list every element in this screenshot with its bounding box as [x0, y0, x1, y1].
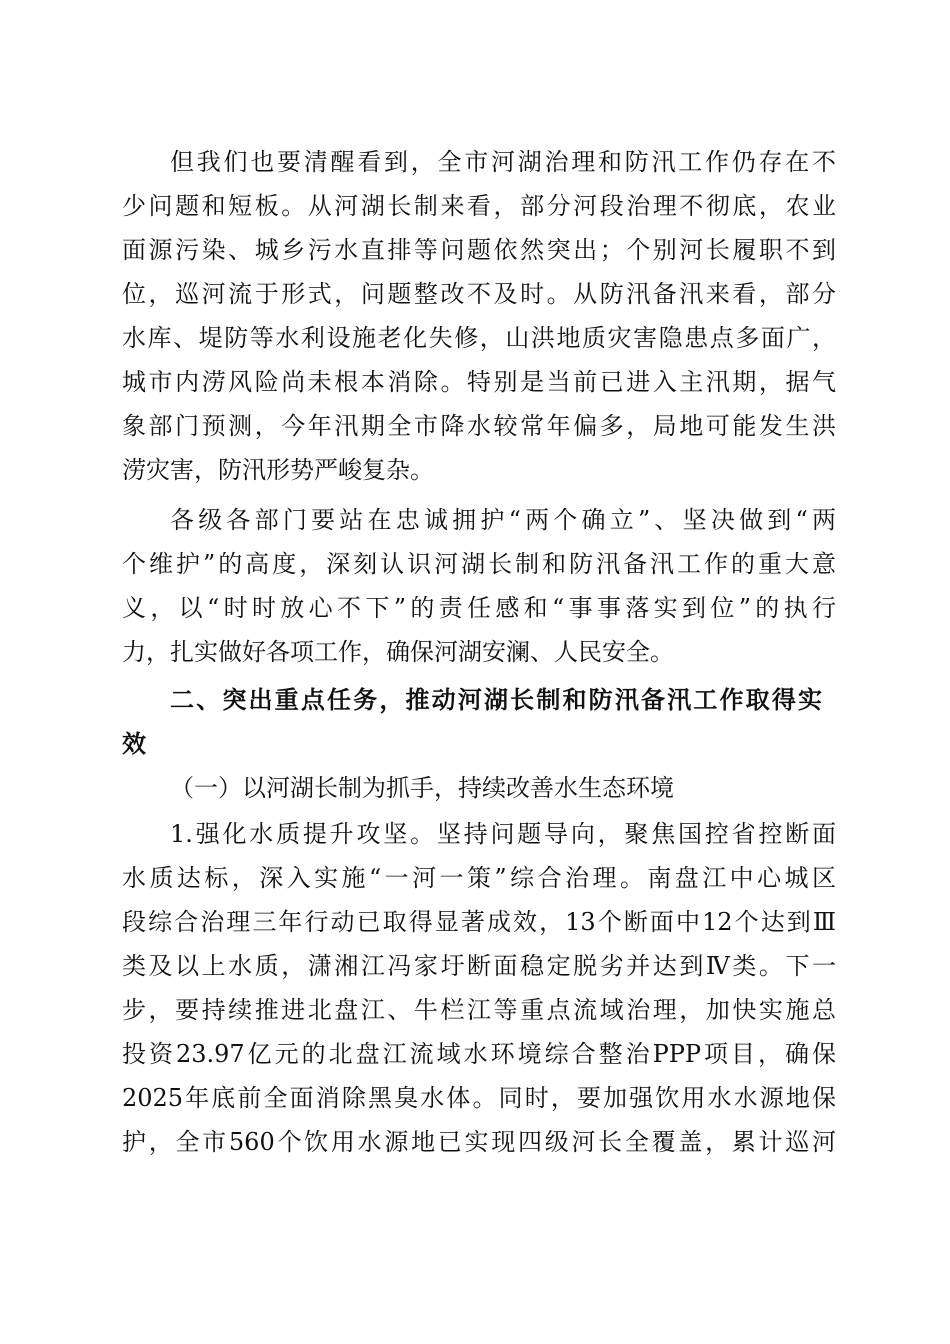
subsection-heading [122, 766, 836, 810]
paragraph-water-quality [122, 812, 836, 1164]
text-line: 义，以“时时放心不下”的责任感和“事事落实到位”的执行 [122, 594, 836, 622]
paragraph-awareness [122, 498, 836, 674]
text-line: 城市内涝风险尚未根本消除。特别是当前已进入主汛期，据气 [122, 368, 836, 396]
text-line: 个维护”的高度，深刻认识河湖长制和防汛备汛工作的重大意 [122, 550, 836, 578]
text-line: 象部门预测，今年汛期全市降水较常年偏多，局地可能发生洪 [122, 412, 836, 440]
text-line: 1.强化水质提升攻坚。坚持问题导向，聚焦国控省控断面 [170, 820, 836, 848]
text-line: 但我们也要清醒看到，全市河湖治理和防汛工作仍存在不 [170, 148, 836, 176]
text-line: 面源污染、城乡污水直排等问题依然突出；个别河长履职不到 [122, 236, 836, 264]
text-line: 涝灾害，防汛形势严峻复杂。 [122, 456, 434, 484]
text-line: 段综合治理三年行动已取得显著成效，13个断面中12个达到Ⅲ [122, 908, 836, 936]
text-line: 类及以上水质，潇湘江冯家圩断面稳定脱劣并达到Ⅳ类。下一 [122, 952, 836, 980]
heading-line: 二、突出重点任务，推动河湖长制和防汛备汛工作取得实 [170, 685, 822, 714]
text-line: 步，要持续推进北盘江、牛栏江等重点流域治理，加快实施总 [122, 996, 836, 1024]
text-line: 水质达标，深入实施“一河一策”综合治理。南盘江中心城区 [122, 864, 836, 892]
text-line: 水库、堤防等水利设施老化失修，山洪地质灾害隐患点多面广， [122, 324, 836, 352]
text-line: 护，全市560个饮用水源地已实现四级河长全覆盖，累计巡河 [122, 1128, 836, 1156]
text-line: 投资23.97亿元的北盘江流域水环境综合整治PPP项目，确保 [122, 1040, 836, 1068]
text-line: 少问题和短板。从河湖长制来看，部分河段治理不彻底，农业 [122, 192, 836, 220]
text-line: 位，巡河流于形式，问题整改不及时。从防汛备汛来看，部分 [122, 280, 836, 308]
heading-line: 效 [122, 729, 146, 758]
subheading-line: （一）以河湖长制为抓手，持续改善水生态环境 [170, 774, 674, 802]
text-line: 力，扎实做好各项工作，确保河湖安澜、人民安全。 [122, 638, 674, 666]
text-line: 各级各部门要站在忠诚拥护“两个确立”、坚决做到“两 [170, 506, 836, 534]
text-line: 2025年底前全面消除黑臭水体。同时，要加强饮用水水源地保 [122, 1084, 836, 1112]
paragraph-problems [122, 140, 836, 492]
section-heading [122, 678, 836, 766]
